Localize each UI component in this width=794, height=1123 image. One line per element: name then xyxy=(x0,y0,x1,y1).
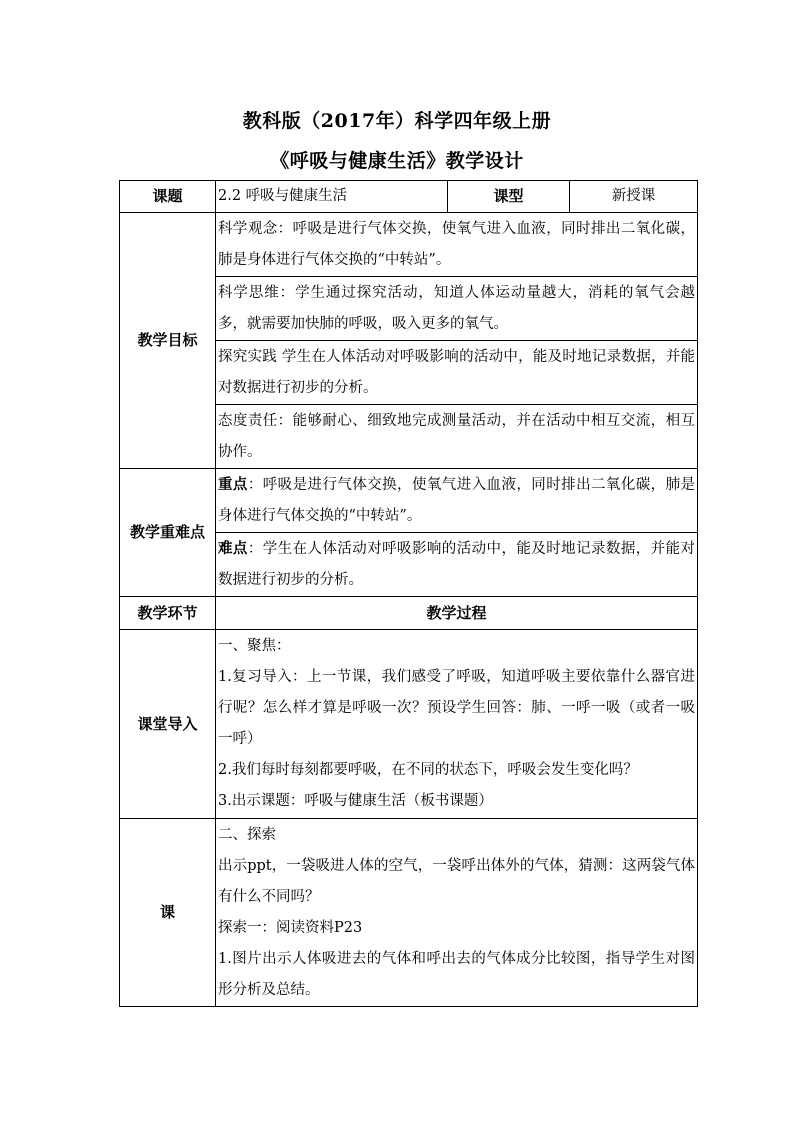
topic-label: 课题 xyxy=(120,181,216,213)
document-subtitle: 《呼吸与健康生活》教学设计 xyxy=(270,150,524,172)
stage-header: 教学环节 xyxy=(120,597,216,630)
lesson-content xyxy=(216,819,698,1007)
topic-row xyxy=(120,181,698,213)
difficulty-point xyxy=(216,533,698,597)
key-points-label: 教学重难点 xyxy=(120,469,216,597)
intro-row xyxy=(120,630,698,819)
lesson-line: 1.图片出示人体吸进去的气体和呼出去的气体成分比较图，指导学生对图形分析及总结。 xyxy=(218,950,695,998)
intro-line: 一、聚焦： xyxy=(218,638,291,654)
goals-label: 教学目标 xyxy=(120,213,216,469)
difficulty-text: ：学生在人体活动对呼吸影响的活动中，能及时地记录数据，并能对数据进行初步的分析。 xyxy=(218,541,696,588)
key-point-row xyxy=(120,469,698,533)
lesson-line: 探索一：阅读资料P23 xyxy=(218,919,363,936)
focus-label: 重点 xyxy=(218,476,248,493)
goal-item: 科学观念：呼吸是进行气体交换，使氧气进入血液，同时排出二氧化碳，肺是身体进行气体交换的“中转站”。 xyxy=(216,213,698,277)
focus-point xyxy=(216,469,698,533)
type-value: 新授课 xyxy=(570,181,698,213)
lesson-line: 出示ppt，一袋吸进人体的空气，一袋呼出体外的气体，猜测：这两袋气体有什么不同吗？ xyxy=(218,857,695,905)
lesson-line: 二、探索 xyxy=(218,826,276,843)
difficulty-label: 难点 xyxy=(218,540,248,557)
type-label: 课型 xyxy=(448,181,570,213)
lesson-plan-table xyxy=(119,180,698,1007)
goal-item: 态度责任：能够耐心、细致地完成测量活动，并在活动中相互交流，相互协作。 xyxy=(216,405,698,469)
document-title: 教科版（2017年）科学四年级上册 xyxy=(242,110,552,132)
intro-line: 1.复习导入：上一节课，我们感受了呼吸，知道呼吸主要依靠什么器官进行呢？怎么样才算是呼吸一次？预设学生回答：肺、一呼一吸（或者一吸一呼） xyxy=(218,669,695,747)
intro-content xyxy=(216,630,698,819)
focus-text: ：呼吸是进行气体交换，使氧气进入血液，同时排出二氧化碳，肺是身体进行气体交换的“中转站”。 xyxy=(218,477,696,524)
goal-item: 科学思维：学生通过探究活动，知道人体运动量越大，消耗的氧气会越多，就需要加快肺的呼吸，吸入更多的氧气。 xyxy=(216,277,698,341)
intro-label: 课堂导入 xyxy=(120,630,216,819)
lesson-label: 课 xyxy=(120,819,216,1007)
intro-line: 2.我们每时每刻都要呼吸，在不同的状态下，呼吸会发生变化吗？ xyxy=(218,762,638,778)
intro-line: 3.出示课题：呼吸与健康生活（板书课题） xyxy=(218,793,493,809)
process-header: 教学过程 xyxy=(216,597,698,630)
process-header-row xyxy=(120,597,698,630)
lesson-row xyxy=(120,819,698,1007)
topic-value: 2.2 呼吸与健康生活 xyxy=(216,181,448,213)
goal-item: 探究实践 学生在人体活动对呼吸影响的活动中，能及时地记录数据，并能对数据进行初步的分析。 xyxy=(216,341,698,405)
goal-row xyxy=(120,213,698,277)
